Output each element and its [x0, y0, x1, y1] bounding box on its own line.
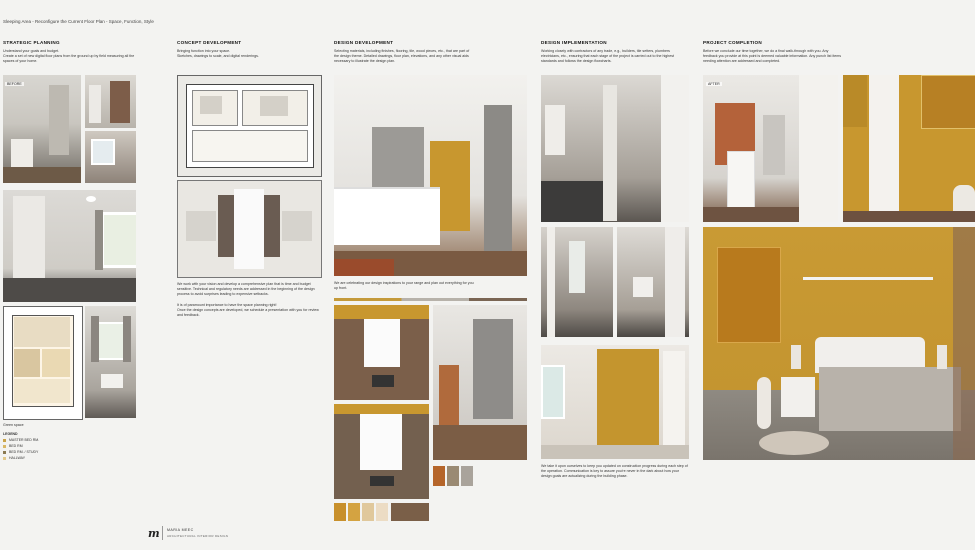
column-title-design-development: DESIGN DEVELOPMENT [334, 40, 394, 45]
column-title-concept-development: CONCEPT DEVELOPMENT [177, 40, 242, 45]
footer-logo: m [148, 527, 160, 540]
column-text-design-development: Selecting materials, including finishes, flooring, tile, wood pieces, etc., that are part of the design theme. Detailed drawings, floor plan, elevations, and any other visual aids necessary to illustrate the design plan. [334, 49, 470, 64]
column-title-project-completion: PROJECT COMPLETION [703, 40, 762, 45]
palette-swatch [334, 503, 346, 521]
legend-swatch [3, 451, 6, 454]
plan-caption: Green space [3, 423, 24, 427]
column-text-concept-development: Bringing function into your space. Sketches, drawings to scale, and digital renderings. [177, 49, 259, 59]
footer-name: MARIA MEEC [167, 528, 194, 532]
legend-swatch [3, 445, 6, 448]
implementation-painted-wall-photo [541, 345, 689, 459]
palette-swatch-wood [391, 503, 429, 521]
before-floor-plan [3, 306, 83, 420]
before-bedroom-photo [3, 190, 136, 302]
footer-subtitle: ARCHITECTURAL INTERIOR DESIGN [167, 534, 229, 538]
legend-title: LEGEND [3, 432, 18, 436]
design-rendering-bed-top-view [334, 305, 429, 400]
legend-label: BED RM [9, 444, 23, 448]
concept-3d-rendering [177, 180, 322, 278]
before-window-curtains-photo [85, 306, 136, 418]
implementation-construction-photo-3 [617, 227, 689, 337]
design-rendering-hallway [334, 75, 527, 276]
implementation-construction-photo-1 [541, 75, 689, 222]
column-title-design-implementation: DESIGN IMPLEMENTATION [541, 40, 607, 45]
before-badge: BEFORE [7, 82, 22, 86]
after-bedroom-corner-photo [843, 75, 975, 222]
before-bedroom-window-photo [85, 131, 136, 183]
legend-swatch [3, 439, 6, 442]
palette-swatch [362, 503, 374, 521]
concept-floor-plan [177, 75, 322, 177]
legend-label: BED RM. / STUDY [9, 450, 39, 454]
legend-label: MASTER BED RM. [9, 438, 40, 442]
before-landing-photo [85, 75, 136, 128]
column-title-strategic-planning: STRATEGIC PLANNING [3, 40, 60, 45]
legend-item [3, 455, 39, 461]
palette-swatch [348, 503, 360, 521]
implementation-note: We take it upon ourselves to keep you updated on construction progress during each step of the operation. Communication is key to assure you're never in the dark about how your design goals are actualizing during the building phase. [541, 464, 688, 479]
footer-divider [162, 526, 163, 540]
page-header: Sleeping Area - Reconfigure the Current Floor Plan - Space, Function, Style [3, 19, 154, 24]
palette-swatch [447, 466, 459, 486]
legend-swatch [3, 457, 6, 460]
palette-swatch [376, 503, 388, 521]
palette-swatch [461, 466, 473, 486]
legend-label: HALLWAY [9, 456, 26, 460]
design-rendering-bed-top-view-2 [334, 404, 429, 499]
design-divider-strip [334, 298, 527, 301]
design-note: We are celebrating our design inspirations to your range and plan out everything for you up front. [334, 281, 474, 291]
after-master-bedroom-photo [703, 227, 975, 460]
before-hallway-photo [3, 75, 81, 183]
column-text-project-completion: Before we conclude our time together, we do a final walk-through with you. Any feedback you provide at this point is deemed valuable information. Any punch list items needing attention are addressed and completed. [703, 49, 842, 64]
design-rendering-staircase [433, 305, 527, 460]
column-text-design-implementation: Working closely with contractors of any trade, e.g., builders, tile setters, plumbers electricians, etc., ensuring that each stage of the project is carried out to the highest standards and follows the design flowcharts. [541, 49, 675, 64]
palette-swatch [433, 466, 445, 486]
after-badge: AFTER [708, 82, 720, 86]
after-hallway-photo [703, 75, 838, 222]
column-text-strategic-planning: Understand your goals and budget. Create a set of new digital floor plans from the ground up by field measuring all the spaces of your home. [3, 49, 135, 64]
concept-note: We work with your vision and develop a comprehensive plan that is time and budget sensitive. Technical and regulatory needs are addressed in the beginning of the design process to avoid surprises leading to expensive setbacks. It is of paramount importance to have the space planning right! Once the design concepts are developed, we schedule a presentation with you for review and feedback. [177, 282, 319, 318]
implementation-construction-photo-2 [541, 227, 613, 337]
legend [3, 432, 39, 461]
